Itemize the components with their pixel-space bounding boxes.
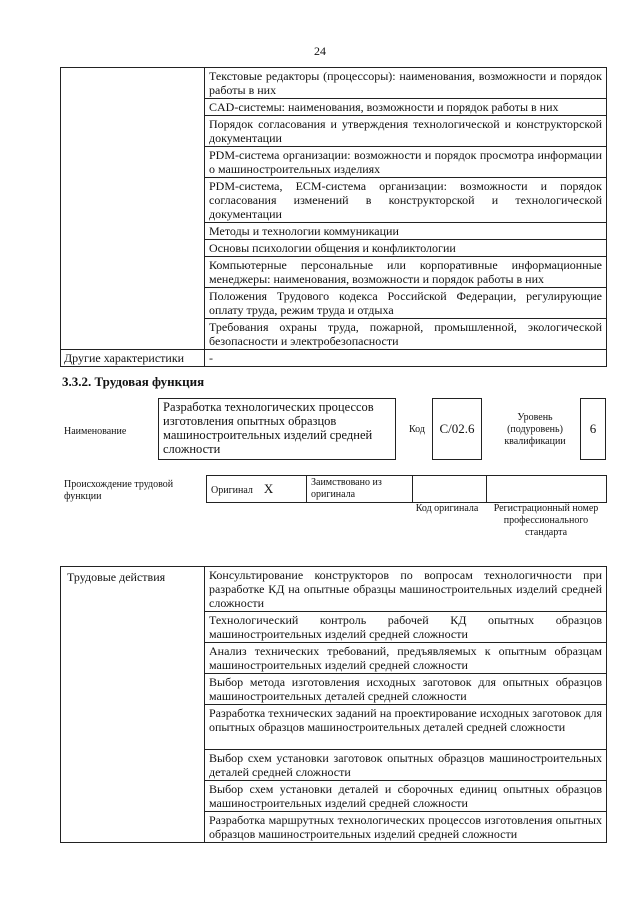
table-row: Технологический контроль рабочей КД опытных образцов машиностроительных изделий средней сложности — [205, 612, 607, 643]
left-column-empty — [61, 319, 205, 350]
code-original-caption: Код оригинала — [415, 503, 479, 514]
left-column-empty — [61, 68, 205, 99]
name-label: Наименование — [64, 426, 127, 437]
labor-actions-table — [60, 566, 607, 843]
left-column-empty — [61, 178, 205, 223]
reg-number-caption: Регистрационный номер профессионального стандарта — [493, 503, 599, 538]
left-column-empty — [61, 643, 205, 674]
table-row: Основы психологии общения и конфликтологии — [205, 240, 607, 257]
level-value: 6 — [589, 421, 597, 436]
other-characteristics-label: Другие характеристики — [61, 350, 205, 367]
table-row: Компьютерные персональные или корпоративные информационные менеджеры: наименования, возможности и порядок работы в них — [205, 257, 607, 288]
table-row: PDM-система, ECM-система организации: возможности и порядок согласования изменений в конструкторской и технологической документации — [205, 178, 607, 223]
original-cell — [207, 476, 307, 503]
table-row: Требования охраны труда, пожарной, промышленной, экологической безопасности и электробезопасности — [205, 319, 607, 350]
left-column-empty — [61, 223, 205, 240]
left-column-empty — [61, 705, 205, 750]
table-row: Разработка маршрутных технологических процессов изготовления опытных образцов машиностроительных изделий средней сложности — [205, 812, 607, 843]
left-column-empty — [61, 612, 205, 643]
table-row: Выбор схем установки заготовок опытных образцов машиностроительных деталей средней сложности — [205, 750, 607, 781]
code-value: C/02.6 — [439, 421, 475, 436]
labor-actions-label: Трудовые действия — [61, 567, 205, 612]
table-row: Выбор схем установки деталей и сборочных единиц опытных образцов машиностроительных изделий средней сложности — [205, 781, 607, 812]
table-row: Положения Трудового кодекса Российской Федерации, регулирующие оплату труда, режим труда и отдыха — [205, 288, 607, 319]
section-heading: 3.3.2. Трудовая функция — [62, 374, 205, 389]
left-column-empty — [61, 812, 205, 843]
left-column-empty — [61, 99, 205, 116]
other-characteristics-value: - — [205, 350, 607, 367]
function-name: Разработка технологических процессов изготовления опытных образцов машиностроительных изделий средней сложности — [163, 400, 374, 456]
code-label: Код — [409, 424, 425, 435]
code-original-cell — [413, 476, 487, 503]
name-box — [158, 398, 396, 460]
left-column-empty — [61, 116, 205, 147]
origin-table — [206, 475, 607, 503]
table-row: Методы и технологии коммуникации — [205, 223, 607, 240]
left-column-empty — [61, 240, 205, 257]
left-column-empty — [61, 288, 205, 319]
table-row: Анализ технических требований, предъявляемых к опытным образцам машиностроительных изделий средней сложности — [205, 643, 607, 674]
code-box — [432, 398, 482, 460]
page-number: 24 — [314, 44, 326, 58]
original-label: Оригинал — [211, 484, 253, 496]
table-row: Выбор метода изготовления исходных заготовок для опытных образцов машиностроительных деталей средней сложности — [205, 674, 607, 705]
table-row: Разработка технических заданий на проектирование исходных заготовок для опытных образцов машиностроительных деталей средней сложности — [205, 705, 607, 750]
left-column-empty — [61, 674, 205, 705]
borrowed-label: Заимствовано из оригинала — [307, 476, 413, 503]
left-column-empty — [61, 781, 205, 812]
left-column-empty — [61, 750, 205, 781]
table-row: CAD-системы: наименования, возможности и порядок работы в них — [205, 99, 607, 116]
table-row: Порядок согласования и утверждения технологической и конструкторской документации — [205, 116, 607, 147]
left-column-empty — [61, 147, 205, 178]
table-row: PDM-система организации: возможности и порядок просмотра информации о машиностроительных изделиях — [205, 147, 607, 178]
left-column-empty — [61, 257, 205, 288]
origin-label: Происхождение трудовой функции — [64, 479, 174, 502]
level-label: Уровень (подуровень) квалификации — [504, 412, 566, 447]
table-row: Текстовые редакторы (процессоры): наименования, возможности и порядок работы в них — [205, 68, 607, 99]
original-mark: X — [263, 480, 274, 496]
table-row: Консультирование конструкторов по вопросам технологичности при разработке КД на опытные образцы машиностроительных изделий средней сложности — [205, 567, 607, 612]
knowledge-table — [60, 67, 607, 367]
reg-number-cell — [487, 476, 607, 503]
level-box — [580, 398, 606, 460]
